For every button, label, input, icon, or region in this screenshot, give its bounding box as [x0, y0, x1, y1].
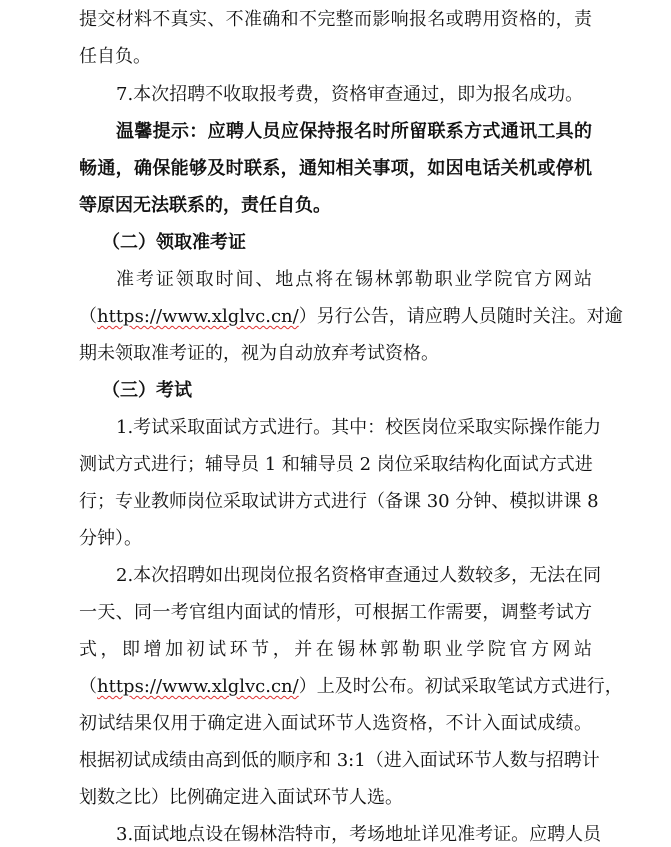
exam-item2-line-1: 2.本次招聘如出现岗位报名资格审查通过人数较多，无法在同 — [116, 565, 602, 586]
exam-item3-line-1: 3.面试地点设在锡林浩特市，考场地址详见准考证。应聘人员 — [116, 824, 602, 845]
admission-line-1: 准考证领取时间、地点将在锡林郭勒职业学院官方网站 — [116, 269, 592, 290]
exam-item2-line-3: 式，即增加初试环节，并在锡林郭勒职业学院官方网站 — [79, 639, 592, 660]
section-heading-exam: （三）考试 — [102, 380, 192, 401]
exam-item2-line-4-rest: ）上及时公布。初试采取笔试方式进行， — [298, 676, 623, 697]
exam-item1-line-4: 分钟）。 — [79, 528, 142, 549]
paren-open: （ — [79, 676, 97, 697]
paragraph-line-1: 提交材料不真实、不准确和不完整而影响报名或聘用资格的，责 — [79, 9, 592, 30]
admission-line-2-rest: ）另行公告，请应聘人员随时关注。对逾 — [298, 306, 623, 327]
admission-line-3: 期未领取准考证的，视为自动放弃考试资格。 — [79, 343, 439, 364]
paragraph-line-2: 任自负。 — [79, 46, 151, 67]
exam-item2-line-4 — [79, 675, 623, 699]
website-link[interactable]: https://www.xlglvc.cn/ — [97, 676, 299, 697]
exam-item1-line-2: 测试方式进行；辅导员 1 和辅导员 2 岗位采取结构化面试方式进 — [79, 454, 593, 475]
reminder-line-2: 畅通，确保能够及时联系，通知相关事项，如因电话关机或停机 — [79, 158, 592, 179]
reminder-line-1: 温馨提示：应聘人员应保持报名时所留联系方式通讯工具的 — [116, 121, 592, 142]
exam-item1-line-3: 行；专业教师岗位采取试讲方式进行（备课 30 分钟、模拟讲课 8 — [79, 491, 599, 512]
exam-item2-line-7: 划数之比）比例确定进入面试环节人选。 — [79, 787, 403, 808]
exam-item2-line-5: 初试结果仅用于确定进入面试环节人选资格，不计入面试成绩。 — [79, 713, 592, 734]
section-heading-admission-ticket: （二）领取准考证 — [102, 232, 246, 253]
exam-item2-line-6: 根据初试成绩由高到低的顺序和 3:1（进入面试环节人数与招聘计 — [79, 750, 600, 771]
admission-line-2 — [79, 305, 623, 329]
exam-item1-line-1: 1.考试采取面试方式进行。其中：校医岗位采取实际操作能力 — [116, 417, 602, 438]
exam-item2-line-2: 一天、同一考官组内面试的情形，可根据工作需要，调整考试方 — [79, 602, 592, 623]
website-link[interactable]: https://www.xlglvc.cn/ — [97, 306, 299, 327]
reminder-line-3: 等原因无法联系的，责任自负。 — [79, 195, 331, 216]
paren-open: （ — [79, 306, 97, 327]
item-7-line: 7.本次招聘不收取报考费，资格审查通过，即为报名成功。 — [116, 84, 584, 105]
